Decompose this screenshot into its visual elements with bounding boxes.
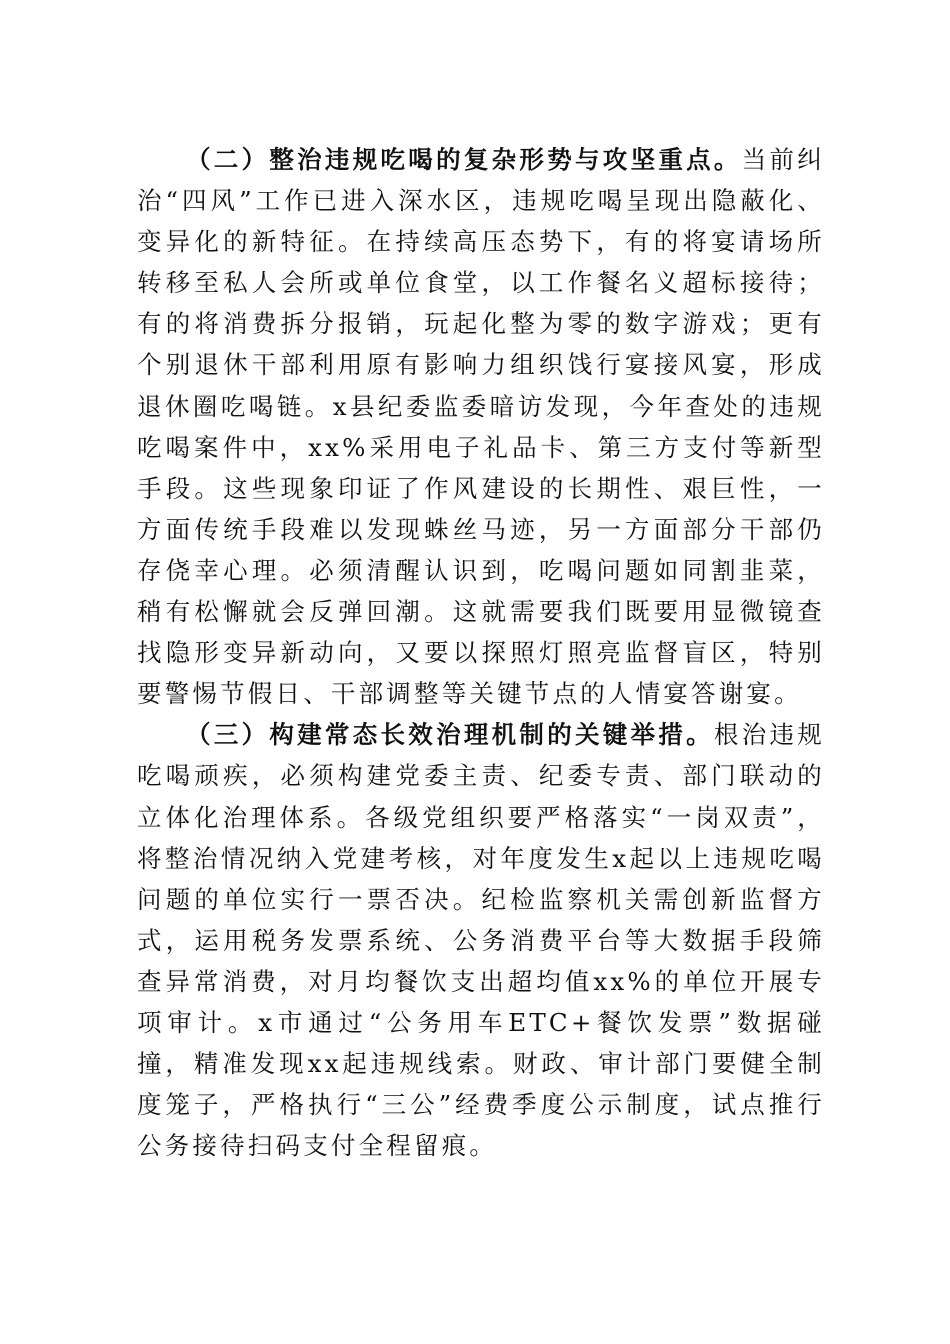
document-body [137,139,825,1166]
paragraph-text: 根治违规吃喝顽疾，必须构建党委主责、纪委专责、部门联动的立体化治理体系。各级党组织要严格落实“一岗双责”，将整治情况纳入党建考核，对年度发生x起以上违规吃喝问题的单位实行一票否决。纪检监察机关需创新监督方式，运用税务发票系统、公务消费平台等大数据手段筛查异常消费，对月均餐饮支出超均值xx%的单位开展专项审计。x市通过“公务用车ETC+餐饮发票”数据碰撞，精准发现xx起违规线索。财政、审计部门要健全制度笼子，严格执行“三公”经费季度公示制度，试点推行公务接待扫码支付全程留痕。 [137,720,825,1161]
section-heading: （三）构建常态长效治理机制的关键举措。 [186,720,714,750]
paragraph-section-3 [137,714,825,1166]
paragraph-section-2 [137,139,825,714]
paragraph-text: 当前纠治“四风”工作已进入深水区，违规吃喝呈现出隐蔽化、变异化的新特征。在持续高压态势下，有的将宴请场所转移至私人会所或单位食堂，以工作餐名义超标接待；有的将消费拆分报销，玩起化整为零的数字游戏；更有个别退休干部利用原有影响力组织饯行宴接风宴，形成退休圈吃喝链。x县纪委监委暗访发现，今年查处的违规吃喝案件中，xx%采用电子礼品卡、第三方支付等新型手段。这些现象印证了作风建设的长期性、艰巨性，一方面传统手段难以发现蛛丝马迹，另一方面部分干部仍存侥幸心理。必须清醒认识到，吃喝问题如同割韭菜，稍有松懈就会反弹回潮。这就需要我们既要用显微镜查找隐形变异新动向，又要以探照灯照亮监督盲区，特别要警惕节假日、干部调整等关键节点的人情宴答谢宴。 [137,145,825,709]
section-heading: （二）整治违规吃喝的复杂形势与攻坚重点。 [186,145,742,174]
